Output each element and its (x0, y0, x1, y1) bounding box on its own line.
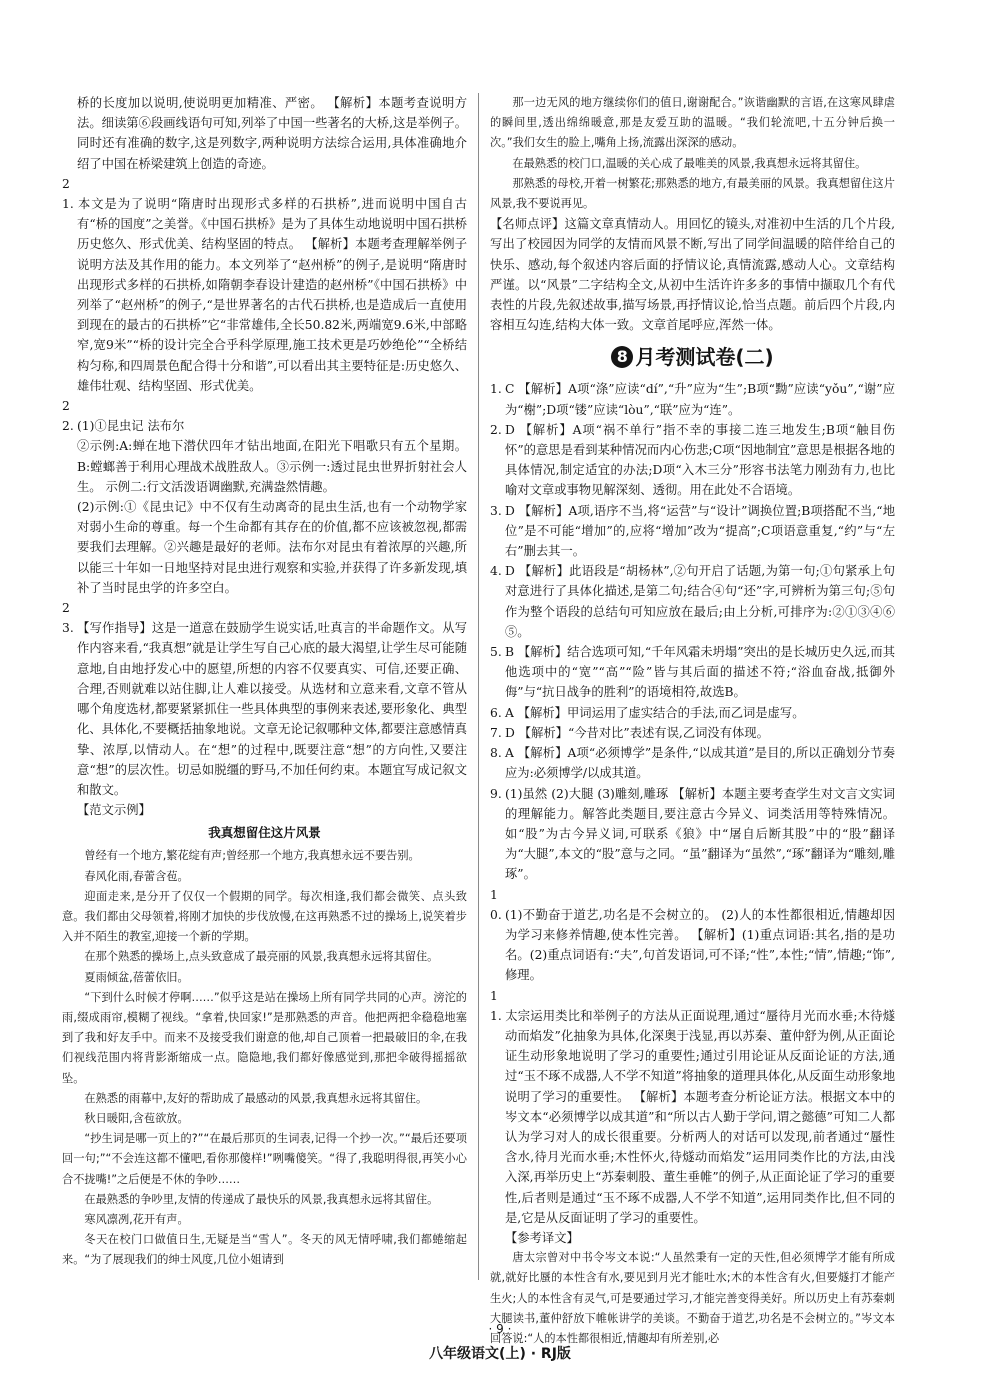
answer-item-text: D 【解析】“今昔对比”表述有误,乙词没有体现。 (505, 725, 769, 740)
answer-item-number: 5. (490, 645, 502, 660)
answer-item-number: 3. (490, 503, 502, 518)
essay-paragraph: 春风化雨,春蕾含苞。 (84, 869, 189, 883)
answer-item-number: 11. (490, 988, 502, 1023)
essay-paragraph: 在那个熟悉的操场上,点头致意成了最亮丽的风景,我真想永远将其留住。 (84, 950, 439, 964)
answer-item (490, 986, 895, 1228)
essay-paragraph: 在最熟悉的校门口,温暖的关心成了最唯美的风景,我真想永远将其留住。 (512, 156, 867, 170)
answer-item (62, 174, 467, 396)
answer-item-number: 2. (490, 422, 502, 437)
answer-item-text: (1)①昆虫记 法布尔 (77, 419, 185, 434)
answer-item (490, 703, 895, 723)
answer-item-number: 7. (490, 725, 502, 740)
answer-paragraph: 【范文示例】 (77, 803, 151, 818)
answer-paragraph: ②示例:A:蝉在地下潜伏四年才钻出地面,在阳光下唱歌只有五个星期。B:螳螂善于利用心理战术战胜敌人。③示例一:透过昆虫世界折射社会人生。 示例二:行文活泼语调幽默,充满盎然情趣。 (77, 439, 467, 494)
answer-item-number: 10. (490, 887, 502, 922)
answer-item-number: 23. (62, 601, 74, 636)
essay-paragraph: “抄生词是哪一页上的?”“在最后那页的生词表,记得一个抄一次。”“最后还要项回一句;”“不会连这都不懂吧,看你那傻样!”咧嘴傻笑。“得了,我聪明得很,再笑小心合不拢嘴!”之后便是不休的争吵…… (62, 1132, 467, 1186)
essay-paragraph: 迎面走来,是分开了仅仅一个假期的同学。每次相逢,我们都会微笑、点头致意。我们都由父母领着,将刚才加快的步伐放慢,在这再熟悉不过的操场上,说笑着步入并不陌生的教室,迎接一个新的学期。 (62, 889, 467, 944)
answer-item (490, 379, 895, 419)
answer-item-text: B 【解析】结合选项可知,“千年风霜未坍塌”突出的是长城历史久远,而其他选项中的“宽”“高”“险”皆与其后面的描述不符;“浴血奋战,抵御外侮”与“抗日战争的胜利”的语境相符,故选B。 (505, 645, 895, 700)
essay-paragraph: 秋日暖阳,含苞欲放。 (84, 1111, 189, 1125)
essay-paragraph: 冬天在校门口做值日生,无疑是当“雪人”。冬天的风无情呼啸,我们都蜷缩起来。“为了展现我们的绅士风度,几位小姐请到 (62, 1233, 467, 1267)
essay-paragraph: “下到什么时候才停啊……”似乎这是站在操场上所有同学共同的心声。滂沱的雨,缀成雨帘,模糊了视线。“拿着,快回家!”是那熟悉的声音。他把两把伞稳稳地塞到了我和好友手中。而来不及接受我们谢意的他,却自己顶着一把最破旧的伞,在我们视线范围内将背影渐缩成一点。隐隐地,我们都好像感觉到,那把伞破得摇摇欲坠。 (62, 990, 467, 1085)
answer-item-number: 8. (490, 746, 502, 761)
answer-item-number: 9. (490, 786, 502, 801)
answer-item (62, 396, 467, 436)
essay-paragraph: 曾经有一个地方,繁花绽有声;曾经那一个地方,我真想永远不要告别。 (84, 849, 420, 863)
answer-item (490, 642, 895, 703)
answer-item-text: D 【解析】A项,语序不当,将“运营”与“设计”调换位置;B项搭配不当,“地位”是不可能“增加”的,应将“增加”改为“提高”;C项语意重复,“约”与“左右”删去其一。 (505, 503, 895, 559)
answer-item-text: (1)不勤奋于道艺,功名是不会树立的。 (2)人的本性都很相近,情趣却因为学习来修养情趣,使本性完善。 【解析】(1)重点词语:其名,指的是功名。(2)重点词语有:“夫”,句首发语词,可不译;“性”,本性;“情”,情趣;“饰”,修理。 (505, 907, 895, 983)
book-title: 八年级语文(上) · RJ版 (429, 1346, 571, 1362)
answer-item-text: C 【解析】A项“涤”应读“dí”,“升”应为“生”;B项“黝”应读“yǒu”,“谢”应为“榭”;D项“镂”应读“lòu”,“联”应为“连”。 (505, 382, 895, 417)
answer-item-text: D 【解析】此语段是“胡杨林”,②句开启了话题,为第一句;①句紧承上句对意进行了具体化描述,是第二句;结合④句“还”字,可辨析为第三句;⑤句作为整个语段的总结句可知应放在最后;由上分析,可排序为:②①③④⑥⑤。 (505, 564, 895, 639)
answer-item (490, 420, 895, 501)
answer-paragraph: 桥的长度加以说明,使说明更加精准、严密。 【解析】本题考查说明方法。细读第⑥段画线语句可知,列举了中国一些著名的大桥,这是举例子。同时还有准确的数字,这是列数字,两种说明方法综合运用,具体准确地介绍了中国在桥梁建筑上创造的奇迹。 (77, 96, 467, 171)
answer-item (490, 784, 895, 885)
answer-item (490, 723, 895, 743)
answer-item (490, 561, 895, 642)
answer-item (490, 743, 895, 783)
column-divider (478, 93, 479, 1280)
essay-paragraph: 在最熟悉的争吵里,友情的传递成了最快乐的风景,我真想永远将其留住。 (84, 1192, 439, 1206)
answer-item-text: (1)虽然 (2)大腿 (3)雕刻,雕琢 【解析】本题主要考查学生对文言文实词的理解能力。解答此类题目,要注意古今异义、词类活用等特殊情况。如“股”为古今异义词,可联系《狼》中“屠自后断其股”中的“股”翻译为“大腿”,本文的“股”意与之同。“虽”翻译为“虽然”,“琢”翻译为“雕刻,雕琢”。 (505, 786, 895, 882)
answer-paragraph: 【参考译文】 (505, 1230, 579, 1245)
left-column (62, 93, 467, 1280)
essay-paragraph: 寒风凛冽,花开有声。 (84, 1212, 189, 1226)
answer-item-number: 6. (490, 705, 502, 720)
answer-paragraph: (2)示例:①《昆虫记》中不仅有生动离奇的昆虫生活,也有一个动物学家对弱小生命的尊重。每一个生命都有其存在的价值,都不应该被忽视,都需要我们去理解。②兴趣是最好的老师。法布尔对昆虫有着浓厚的兴趣,所以能三十年如一日地坚持对昆虫进行观察和实验,并获得了许多新发现,填补了当时昆虫学的许多空白。 (77, 500, 467, 595)
right-column (490, 93, 895, 1345)
answer-item-text: 本文是为了说明“隋唐时出现形式多样的石拱桥”,进而说明中国自古有“桥的国度”之美誉。《中国石拱桥》是为了具体生动地说明中国石拱桥历史悠久、形式优美、结构坚固的特点。 【解析】本题考查理解举例子说明方法及其作用的能力。本文列举了“赵州桥”的例子,是说明“隋唐时出现形式多样的石拱桥,如隋朝李春设计建造的赵州桥”《中国石拱桥》中列举了“赵州桥”的例子,“是世界著名的古代石拱桥,也是造成后一直使用到现在的最古的石拱桥”它“非常雄伟,全长50.82米,两端宽9.6米,中部略窄,宽9米”“桥的设计完全合乎科学原理,施工技术更是巧妙绝伦”“全桥结构匀称,和四周景色配合得十分和谐”,可以看出其主要特征是:历史悠久、雄伟壮观、结构坚固、形式优美。 (77, 197, 467, 393)
answer-item-text: 太宗运用类比和举例子的方法从正面说理,通过“蜃待月光而水垂;木待燧动而焰发”化抽象为具体,化深奥于浅显,再以苏秦、董仲舒为例,从正面论证生动形象地说明了学习的重要性;通过引用论证从反面论证的方法,通过“玉不琢不成器,人不学不知道”将抽象的道理具体化,从反面生动形象地说明了学习的重要性。 【解析】本题考查分析论证方法。根据文本中的岑文本“必须博学以成其道”和“所以古人勤于学问,谓之懿德”可知二人都认为学习对人的成长很重要。分析两人的对话可以发现,前者通过“蜃性含水,待月光而水垂;木性怀火,待燧动而焰发”运用同类作比的方法,由浅入深,再举历史上“苏秦刺股、董生垂帷”的例子,从正面论证了学习的重要性,后者则是通过“玉不琢不成器,人不学不知道”,运用同类作比,但不同的是,它是从反面证明了学习的重要性。 (505, 1008, 895, 1225)
answer-item-text: A 【解析】甲词运用了虚实结合的手法,而乙词是虚写。 (505, 705, 805, 720)
page-number: · 9 · (488, 1322, 512, 1336)
essay-title: 我真想留住这片风景 (208, 825, 321, 841)
answer-item (62, 598, 467, 800)
answer-item-number: 4. (490, 564, 502, 579)
section-title (490, 341, 895, 373)
section-title-text: 月考测试卷(二) (635, 345, 774, 370)
answer-paragraph: 【名师点评】这篇文章真情动人。用回忆的镜头,对准初中生活的几个片段,写出了校园因为同学的友情而风景不断,写出了同学间温暖的陪伴给自己的快乐、感动,每个叙述内容后面的抒情议论,真情流露,感动人心。文章结构严谨。以“风景”二字结构全文,从初中生活许许多多的事情中撷取几个有代表性的片段,先叙述故事,描写场景,再抒情议论,恰当点题。前后四个片段,内容相互勾连,结构大体一致。文章首尾呼应,浑然一体。 (490, 217, 895, 333)
answer-item (490, 501, 895, 562)
essay-paragraph: 那熟悉的母校,开着一树繁花;那熟悉的地方,有最美丽的风景。我真想留住这片风景,我不要说再见。 (490, 176, 895, 211)
answer-item-number: 21. (62, 176, 74, 212)
answer-item-text: 【写作指导】这是一道意在鼓励学生说实话,吐真言的半命题作文。从写作内容来看,“我真想”就是让学生写自己心底的最大渴望,让学生尽可能随意地,自由地抒发心中的愿望,所想的内容不仅要真实、可信,还要正确、合理,否则就难以站住脚,让人难以接受。从选材和立意来看,文章不管从哪个角度选材,都要紧紧抓住一些具体典型的事例来表述,要形象化、典型化、具体化,不要概括抽象地说。文章无论记叙哪种文体,都要注意感情真挚、浓厚,以情动人。在“想”的过程中,既要注意“想”的方向性,又要注意“想”的层次性。切忌如脱缰的野马,不加任何约束。本题宜写成记叙文和散文。 (77, 621, 467, 797)
section-number-badge: 8 (611, 346, 633, 368)
answer-item-number: 22. (62, 399, 74, 434)
answer-item (490, 885, 895, 986)
answer-item-text: D 【解析】A项“祸不单行”指不幸的事接二连三地发生;B项“触目伤怀”的意思是看到某种情况而内心伤悲;C项“因地制宜”意思是根据各地的具体情况,制定适宜的办法;D项“入木三分”形容书法笔力刚劲有力,也比喻对文章或事物见解深刻、透彻。用在此处不合语境。 (505, 422, 895, 498)
essay-paragraph: 夏雨倾盆,蓓蕾依旧。 (84, 970, 189, 984)
essay-paragraph: 唐太宗曾对中书令岑文本说:“人虽然秉有一定的天性,但必须博学才能有所成就,就好比蜃的本性含有水,要见到月光才能吐水;木的本性含有火,但要燧打才能产生火;人的本性含有灵气,可是要通过学习,才能完善变得美好。所以历史上有苏秦刺大腿读书,董仲舒放下帷帐讲学的美谈。不勤奋于道艺,功名是不会树立的。”岑文本回答说:“人的本性都很相近,情趣却有所差别,必 (490, 1251, 895, 1345)
answer-item-text: A 【解析】A项“必须博学”是条件,“以成其道”是目的,所以正确划分节奏应为:必须博学/以成其道。 (505, 746, 895, 781)
essay-paragraph: 那一边无风的地方继续你们的值日,谢谢配合。”诙谐幽默的言语,在这寒风肆虐的瞬间里,透出绵绵暖意,那是友爱互助的温暖。“我们轮流吧,十五分钟后换一次。”我们女生的脸上,嘴角上扬,流露出深深的感动。 (490, 96, 895, 150)
essay-paragraph: 在熟悉的雨幕中,友好的帮助成了最感动的风景,我真想永远将其留住。 (84, 1091, 428, 1105)
answer-item-number: 1. (490, 382, 502, 397)
